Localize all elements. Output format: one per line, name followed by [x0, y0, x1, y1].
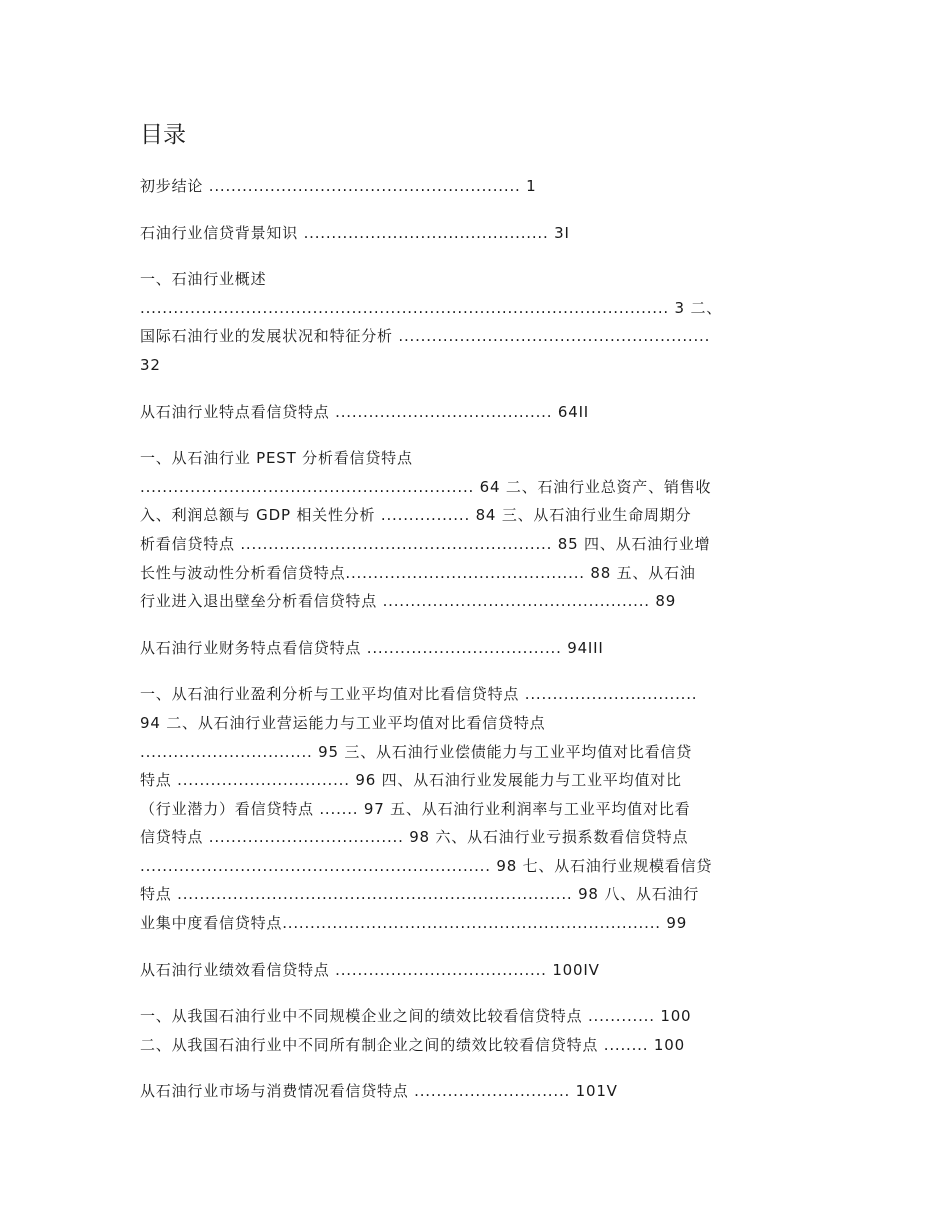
toc-line: 国际石油行业的发展状况和特征分析 ........................................................: [140, 327, 711, 346]
toc-line: 一、从我国石油行业中不同规模企业之间的绩效比较看信贷特点 ............ 100: [140, 1007, 692, 1026]
toc-line: 行业进入退出壁垒分析看信贷特点 ................................................ 89: [140, 592, 677, 611]
toc-line: 一、石油行业概述: [140, 270, 267, 289]
toc-entry: [140, 219, 820, 248]
toc-entry: [140, 172, 820, 201]
toc-entry: [140, 265, 820, 379]
toc-line: 32: [140, 355, 161, 374]
toc-line: ............................... 95 三、从石油行业偿债能力与工业平均值对比看信贷: [140, 742, 693, 761]
toc-line: 从石油行业财务特点看信贷特点 ................................... 94III: [140, 638, 604, 657]
toc-page: [140, 118, 820, 1124]
toc-line: 从石油行业市场与消费情况看信贷特点 ............................ 101V: [140, 1082, 618, 1101]
toc-line: ............................................................................................... 3 二、: [140, 298, 723, 317]
toc-line: 从石油行业特点看信贷特点 ....................................... 64II: [140, 402, 590, 421]
toc-entry: [140, 634, 820, 663]
toc-line: 一、从石油行业盈利分析与工业平均值对比看信贷特点 ...............................: [140, 685, 698, 704]
toc-line: 入、利润总额与 GDP 相关性分析 ................ 84 三、从石油行业生命周期分: [140, 506, 692, 525]
toc-line: 一、从石油行业 PEST 分析看信贷特点: [140, 449, 413, 468]
toc-line: 特点 ....................................................................... 98 八、从石油行: [140, 885, 700, 904]
toc-line: 从石油行业绩效看信贷特点 ...................................... 100IV: [140, 960, 600, 979]
toc-line: 初步结论 ........................................................ 1: [140, 177, 537, 195]
toc-line: 石油行业信贷背景知识 ............................................ 3I: [140, 223, 570, 242]
toc-entry: [140, 444, 820, 616]
toc-line: 业集中度看信贷特点.................................................................... 99: [140, 914, 688, 933]
toc-line: 长性与波动性分析看信贷特点........................................... 88 五、从石油: [140, 563, 696, 582]
toc-entry: [140, 956, 820, 985]
toc-entry: [140, 398, 820, 427]
toc-line: 信贷特点 ................................... 98 六、从石油行业亏损系数看信贷特点: [140, 828, 689, 847]
toc-line: 二、从我国石油行业中不同所有制企业之间的绩效比较看信贷特点 ........ 100: [140, 1035, 685, 1054]
toc-line: ............................................................ 64 二、石油行业总资产、销售收: [140, 477, 712, 496]
toc-entry: [140, 1002, 820, 1059]
toc-entry: [140, 680, 820, 937]
toc-line: ............................................................... 98 七、从石油行业规模看信贷: [140, 856, 713, 875]
toc-entry: [140, 1077, 820, 1106]
toc-line: 特点 ............................... 96 四、从石油行业发展能力与工业平均值对比: [140, 771, 682, 790]
page-title: 目录: [140, 122, 186, 148]
toc-line: 94 二、从石油行业营运能力与工业平均值对比看信贷特点: [140, 713, 546, 732]
toc-line: （行业潜力）看信贷特点 ....... 97 五、从石油行业利润率与工业平均值对比看: [140, 799, 691, 818]
toc-line: 析看信贷特点 ........................................................ 85 四、从石油行业增: [140, 534, 711, 553]
